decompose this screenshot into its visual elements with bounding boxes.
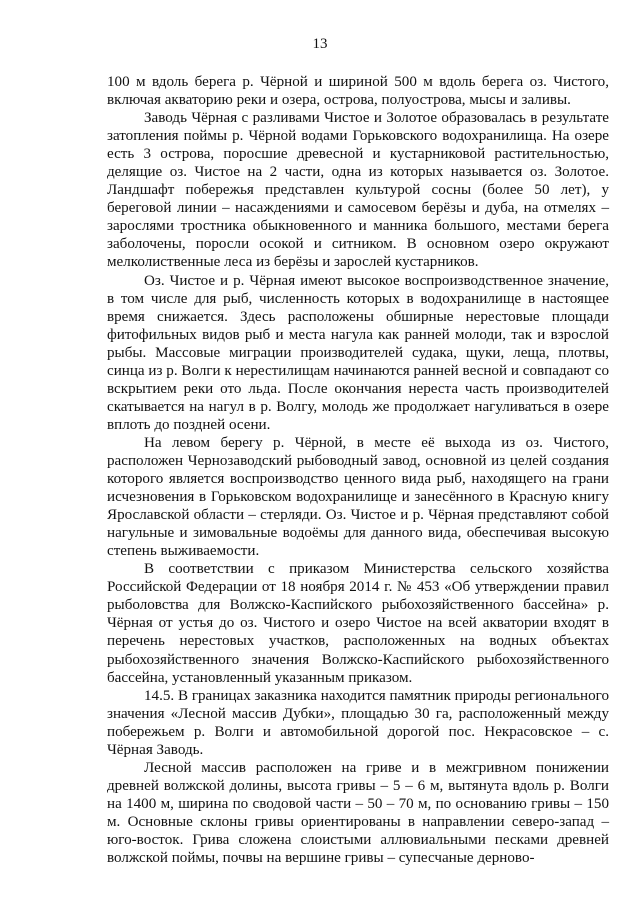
paragraph-fish-reproduction: Оз. Чистое и р. Чёрная имеют высокое воспроизводственное значение, в том числе для рыб, численность которых в водохранилище в настоящее время снижается. Здесь расположены обширные нерестовые площади фитофильных видов рыб и места нагула как ранней молоди, так и взрослой рыбы. Массовые миграции производителей судака, щуки, леща, плотвы, синца из р. Волги к нерестилищам начинаются ранней весной и совпадают со вскрытием реки ото льда. После окончания нереста часть производителей скатывается на нагул в р. Волгу, молодь же продолжает нагуливаться в озере вплоть до поздней осени. bbox=[107, 272, 609, 433]
page-number: 13 bbox=[312, 36, 328, 52]
paragraph-zavod-description: Заводь Чёрная с разливами Чистое и Золотое образовалась в результате затопления поймы р. Чёрной водами Горьковского водохранилища. На озере есть 3 острова, поросшие древесной и кустарниковой растительностью, делящие оз. Чистое на 2 части, одна из которых называется оз. Золотое. Ландшафт побережья представлен культурой сосны (более 50 лет), у береговой линии – насаждениями и самосевом берёзы и дуба, на отмелях – зарослями тростника обыкновенного и манника большого, местами берега заболочены, поросли осокой и ситником. В основном озеро окружают мелколиственные леса из берёзы и зарослей кустарников. bbox=[107, 110, 609, 271]
paragraph-continuation: 100 м вдоль берега р. Чёрной и шириной 500 м вдоль берега оз. Чистого, включая акваторию реки и озера, острова, полуострова, мысы и заливы. bbox=[107, 74, 609, 109]
paragraph-ministry-order: В соответствии с приказом Министерства сельского хозяйства Российской Федерации от 18 ноября 2014 г. № 453 «Об утверждении правил рыболовства для Волжско-Каспийского рыбохозяйственного бассейна» р. Чёрная от устья до оз. Чистого и озеро Чистое на всей акватории входят в перечень нерестовых участков, расположенных на водных объектах рыбохозяйственного значения Волжско-Каспийского рыбохозяйственного бассейна, установленный указанным приказом. bbox=[107, 561, 609, 686]
document-body bbox=[107, 73, 609, 867]
paragraph-fish-hatchery: На левом берегу р. Чёрной, в месте её выхода из оз. Чистого, расположен Чернозаводский рыбоводный завод, основной из целей создания которого является воспроизводство ценного вида рыб, находящего на грани исчезновения в Горьковском водохранилище и занесённого в Красную книгу Ярославской области – стерляди. Оз. Чистое и р. Чёрная представляют собой нагульные и зимовальные водоёмы для данного вида, обеспечивая высокую степень выживаемости. bbox=[107, 434, 609, 560]
paragraph-forest-massif: Лесной массив расположен на гриве и в межгривном понижении древней волжской долины, высота гривы – 5 – 6 м, вытянута вдоль р. Волги на 1400 м, ширина по сводовой части – 50 – 70 м, по основанию гривы – 150 м. Основные склоны гривы ориентированы в направлении северо-запад – юго-восток. Грива сложена слоистыми аллювиальными песками древней волжской поймы, почвы на вершине гривы – супесчаные дерново- bbox=[107, 759, 609, 867]
paragraph-section-14-5: 14.5. В границах заказника находится памятник природы регионального значения «Лесной массив Дубки», площадью 30 га, расположенный между побережьем р. Волги и автомобильной дорогой пос. Некрасовское – с. Чёрная Заводь. bbox=[107, 687, 609, 758]
